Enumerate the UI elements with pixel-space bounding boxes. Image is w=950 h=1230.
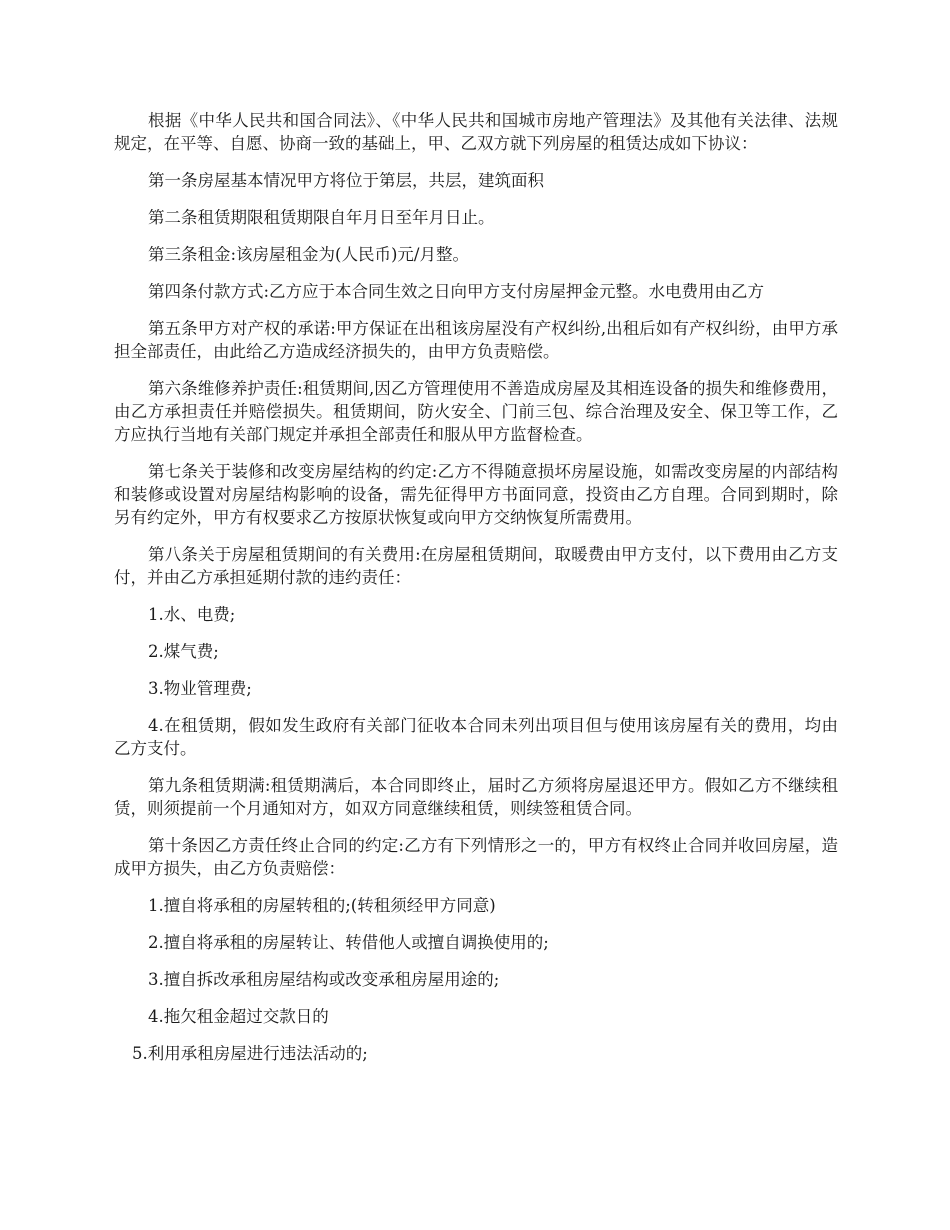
clause-8-paragraph: 第八条关于房屋租赁期间的有关费用:在房屋租赁期间，取暖费由甲方支付，以下费用由乙方支付，并由乙方承担延期付款的违约责任： xyxy=(114,545,838,587)
clause-10-item-1: 1.擅自将承租的房屋转租的;(转租须经甲方同意) xyxy=(148,896,496,915)
clause-10-item-2: 2.擅自将承租的房屋转让、转借他人或擅自调换使用的; xyxy=(148,933,549,952)
clause-10-item-5: 5.利用承租房屋进行违法活动的; xyxy=(132,1044,368,1063)
clause-7-paragraph: 第七条关于装修和改变房屋结构的约定:乙方不得随意损坏房屋设施，如需改变房屋的内部结构和装修或设置对房屋结构影响的设备，需先征得甲方书面同意，投资由乙方自理。合同到期时，除另有约定外，甲方有权要求乙方按原状恢复或向甲方交纳恢复所需费用。 xyxy=(114,462,838,527)
clause-9-paragraph: 第九条租赁期满:租赁期满后，本合同即终止，届时乙方须将房屋退还甲方。假如乙方不继续租赁，则须提前一个月通知对方，如双方同意继续租赁，则续签租赁合同。 xyxy=(114,776,838,818)
clause-1-paragraph: 第一条房屋基本情况甲方将位于第层，共层，建筑面积 xyxy=(148,171,544,190)
clause-8-item-3: 3.物业管理费; xyxy=(148,679,252,698)
clause-8-item-2: 2.煤气费; xyxy=(148,642,219,661)
clause-4-paragraph: 第四条付款方式:乙方应于本合同生效之日向甲方支付房屋押金元整。水电费用由乙方 xyxy=(148,282,765,301)
clause-2-paragraph: 第二条租赁期限租赁期限自年月日至年月日止。 xyxy=(148,208,495,227)
clause-6-paragraph: 第六条维修养护责任:租赁期间,因乙方管理使用不善造成房屋及其相连设备的损失和维修费用，由乙方承担责任并赔偿损失。租赁期间，防火安全、门前三包、综合治理及安全、保卫等工作，乙方应执行当地有关部门规定并承担全部责任和服从甲方监督检查。 xyxy=(114,379,838,444)
clause-8-item-1: 1.水、电费; xyxy=(148,605,236,624)
clause-8-item-4: 4.在租赁期，假如发生政府有关部门征收本合同未列出项目但与使用该房屋有关的费用，均由乙方支付。 xyxy=(114,716,838,758)
contract-body xyxy=(114,109,838,1079)
preamble-paragraph: 根据《中华人民共和国合同法》、《中华人民共和国城市房地产管理法》及其他有关法律、法规规定，在平等、自愿、协商一致的基础上，甲、乙双方就下列房屋的租赁达成如下协议： xyxy=(114,111,838,153)
clause-10-item-4: 4.拖欠租金超过交款日的 xyxy=(148,1007,329,1026)
clause-10-item-3: 3.擅自拆改承租房屋结构或改变承租房屋用途的; xyxy=(148,970,500,989)
clause-10-paragraph: 第十条因乙方责任终止合同的约定:乙方有下列情形之一的，甲方有权终止合同并收回房屋，造成甲方损失，由乙方负责赔偿： xyxy=(114,836,838,878)
clause-3-paragraph: 第三条租金:该房屋租金为(人民币)元/月整。 xyxy=(148,245,469,264)
clause-5-paragraph: 第五条甲方对产权的承诺:甲方保证在出租该房屋没有产权纠纷,出租后如有产权纠纷，由甲方承担全部责任，由此给乙方造成经济损失的，由甲方负责赔偿。 xyxy=(114,319,838,361)
